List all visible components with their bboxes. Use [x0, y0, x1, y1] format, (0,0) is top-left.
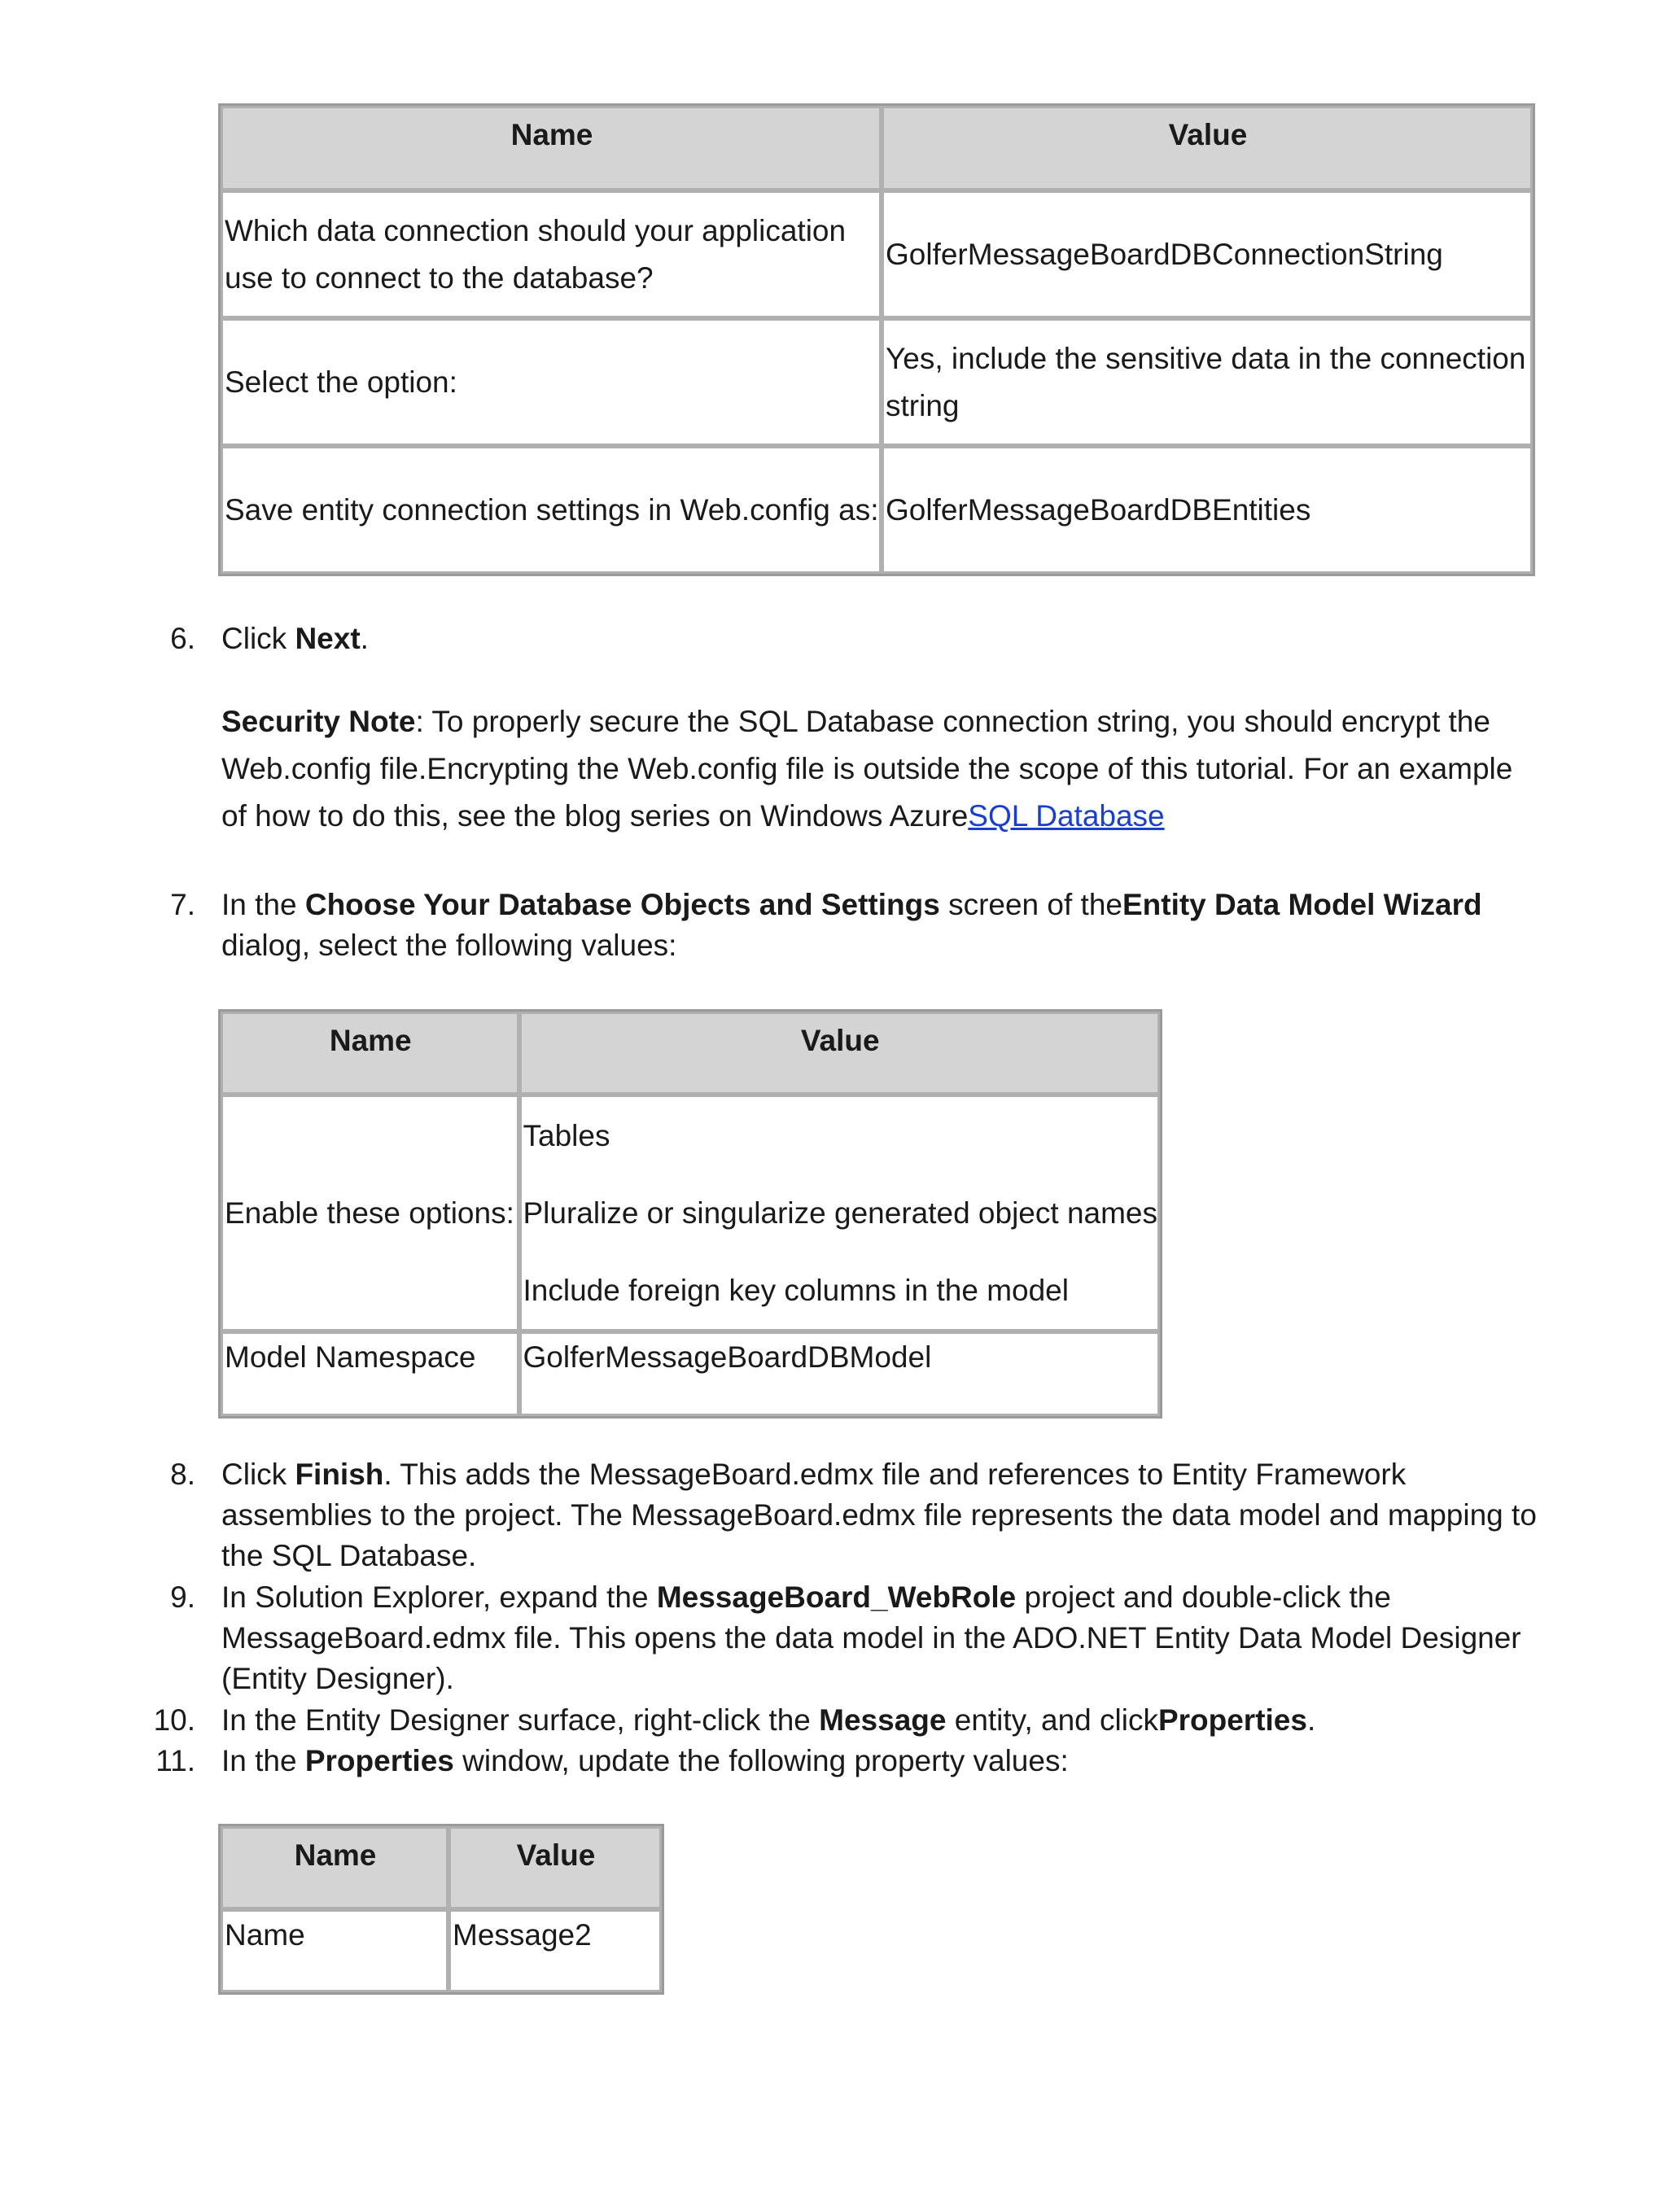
table-cell-value: Message2 [448, 1909, 662, 1992]
table-cell-values [519, 1095, 1161, 1331]
step-text-bold: Next [295, 622, 361, 655]
step-text [221, 885, 1556, 966]
table-header-value: Value [519, 1012, 1161, 1095]
step-text [221, 1700, 1556, 1741]
step-text-bold: Properties [1157, 1703, 1307, 1737]
table-header-name: Name [221, 106, 882, 190]
security-note-label: Security Note [221, 705, 416, 738]
step-number: 6. [170, 622, 195, 655]
database-objects-table [218, 1009, 1162, 1419]
table-header-value: Value [448, 1826, 662, 1909]
step-text-mid: entity, and click [946, 1703, 1158, 1737]
step-text-bold: Choose Your Database Objects and Settings [304, 888, 940, 921]
step-text-post: window, update the following property values: [453, 1744, 1069, 1777]
table-header-name: Name [221, 1012, 519, 1095]
table-row [221, 1331, 1160, 1416]
table-cell-name: Select the option: [221, 318, 882, 446]
table-cell-name: Save entity connection settings in Web.config as: [221, 446, 882, 574]
step-text-post: . [1306, 1703, 1316, 1737]
step-text-pre: In the Entity Designer surface, right-click the [221, 1703, 820, 1737]
step-text [221, 1454, 1556, 1576]
option-pluralize: Pluralize or singularize generated object names [523, 1196, 1157, 1230]
step-text-bold: MessageBoard_WebRole [656, 1580, 1017, 1614]
step-text-bold: Message [819, 1703, 947, 1737]
property-values-table [218, 1824, 664, 1995]
table-row [221, 1909, 662, 1992]
step-text-post: . This adds the MessageBoard.edmx file and references to Entity Framework assemblies to the project. The MessageBoard.edmx file represents the data model and mapping to the SQL Database. [221, 1458, 1537, 1572]
table-cell-value: Yes, include the sensitive data in the connection string [882, 318, 1533, 446]
table-cell-value: GolferMessageBoardDBConnectionString [882, 190, 1533, 318]
option-foreign-keys: Include foreign key columns in the model [523, 1274, 1069, 1307]
table-row [221, 190, 1533, 318]
step-number: 11. [155, 1744, 195, 1777]
table-cell-value: GolferMessageBoardDBEntities [882, 446, 1533, 574]
security-note-text: : To properly secure the SQL Database connection string, you should encrypt the Web.config file.Encrypting the Web.config file is outside the scope of this tutorial. For an example of how to do this, see the blog series on Windows Azure [221, 705, 1513, 833]
table-cell-name: Model Namespace [221, 1331, 519, 1416]
table-header-name: Name [221, 1826, 448, 1909]
step-text-post: . [360, 622, 369, 655]
step-number: 7. [170, 888, 195, 921]
step-text-bold: Finish [295, 1458, 384, 1491]
step-text-pre: In the [221, 1744, 305, 1777]
step-text [221, 1741, 1556, 1781]
table-row [221, 446, 1533, 574]
option-tables: Tables [523, 1119, 610, 1152]
step-text-bold: Properties [304, 1744, 454, 1777]
connection-settings-table [218, 103, 1535, 576]
table-row [221, 1095, 1160, 1331]
table-cell-name: Enable these options: [221, 1095, 519, 1331]
step-text [221, 619, 1556, 659]
step-number: 9. [170, 1580, 195, 1614]
step-text-pre: Click [221, 1458, 295, 1491]
table-cell-name: Name [221, 1909, 448, 1992]
sql-database-link[interactable]: SQL Database [968, 799, 1165, 833]
table-row [221, 318, 1533, 446]
step-text-pre: Click [221, 622, 295, 655]
table-cell-name: Which data connection should your application use to connect to the database? [221, 190, 882, 318]
security-note [221, 698, 1540, 840]
step-text-post: dialog, select the following values: [221, 929, 677, 962]
table-cell-value: GolferMessageBoardDBModel [519, 1331, 1161, 1416]
step-text-pre: In the [221, 888, 305, 921]
step-text [221, 1577, 1556, 1699]
step-number: 8. [170, 1458, 195, 1491]
step-number: 10. [153, 1703, 195, 1737]
table-header-value: Value [882, 106, 1533, 190]
step-text-mid: screen of the [939, 888, 1122, 921]
step-text-pre: In Solution Explorer, expand the [221, 1580, 657, 1614]
step-text-bold: Entity Data Model Wizard [1122, 888, 1482, 921]
step-text-post: project and double-click the MessageBoard.edmx file. This opens the data model in the ADO.NET Entity Data Model Designer (Entity Designer). [221, 1580, 1521, 1695]
